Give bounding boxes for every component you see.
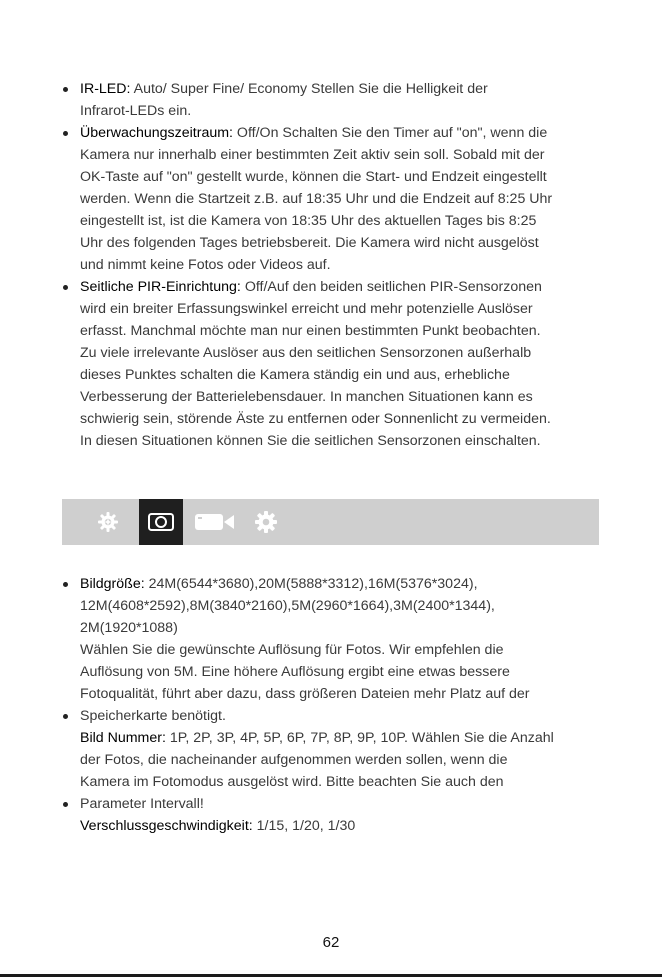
settings-list-bottom <box>60 573 605 837</box>
list-item-ir-led: IR-LED: Auto/ Super Fine/ Economy Stellen Sie die Helligkeit der Infrarot-LEDs ein. <box>60 78 605 122</box>
list-item-image-count: Bild Nummer: 1P, 2P, 3P, 4P, 5P, 6P, 7P, 8P, 9P, 10P. Wählen Sie die Anzahl der Fotos, die nacheinander aufgenommen werden sollen, wenn die Kamera im Fotomodus ausgelöst wird. Bitte beachten Sie auch den <box>80 730 554 790</box>
term-ir-led: IR-LED: <box>80 81 131 97</box>
list-item-image-size: Bildgröße: 24M(6544*3680),20M(5888*3312),16M(5376*3024), 12M(4608*2592),8M(3840*2160),5M(2960*1664),3M(2400*1344), 2M(1920*1088) Wählen Sie die gewünschte Auflösung für Fotos. Wir empfehlen die Auflösung von 5M. Eine höhere Auflösung ergibt eine etwas bessere Fotoqualität, führt aber dazu, dass größeren Dateien mehr Platz auf der <box>60 573 605 705</box>
term-shutter-speed: Verschlussgeschwindigkeit: <box>80 818 253 834</box>
page-number: 62 <box>322 934 340 951</box>
list-item-shutter-speed: Verschlussgeschwindigkeit: 1/15, 1/20, 1/30 <box>80 818 356 834</box>
camera-icon[interactable] <box>139 499 183 545</box>
list-item-monitoring-period: Überwachungszeitraum: Off/On Schalten Sie den Timer auf "on", wenn die Kamera nur innerhalb einer bestimmten Zeit aktiv sein soll. Sobald mit der OK-Taste auf "on" gestellt wurde, können die Start- und Endzeit eingestellt werden. Wenn die Startzeit z.B. auf 18:35 Uhr und die Endzeit auf 8:25 Uhr eingestellt ist, ist die Kamera von 18:35 Uhr des aktuellen Tages bis 8:25 Uhr des folgenden Tages betriebsbereit. Die Kamera wird nicht ausgelöst und nimmt keine Fotos oder Videos auf. <box>60 122 605 276</box>
term-image-count: Bild Nummer: <box>80 730 166 746</box>
list-item-memory-card: Speicherkarte benötigt. <box>60 705 605 727</box>
list-item-side-pir: Seitliche PIR-Einrichtung: Off/Auf den beiden seitlichen PIR-Sensorzonen wird ein breiter Erfassungswinkel erreicht und mehr potenzielle Auslöser erfasst. Manchmal möchte man nur einen bestimmten Punkt beobachten. Zu viele irrelevante Auslöser aus den seitlichen Sensorzonen außerhalb dieses Punktes schalten die Kamera ständig ein und aus, erhebliche Verbesserung der Batterielebensdauer. In manchen Situationen kann es schwierig sein, störende Äste zu entfernen oder Sonnenlicht zu vermeiden. In diesen Situationen können Sie die seitlichen Sensorzonen einschalten. <box>60 276 605 452</box>
gear-icon[interactable] <box>251 499 281 545</box>
video-camera-icon[interactable] <box>192 499 238 545</box>
camera-menu-bar <box>62 499 599 545</box>
term-monitoring-period: Überwachungszeitraum: <box>80 125 233 141</box>
settings-list-top <box>60 78 605 452</box>
list-item-interval-note: Parameter Intervall! <box>60 793 605 815</box>
term-image-size: Bildgröße: <box>80 576 145 592</box>
term-side-pir: Seitliche PIR-Einrichtung: <box>80 279 241 295</box>
settings-star-icon[interactable] <box>92 499 124 545</box>
